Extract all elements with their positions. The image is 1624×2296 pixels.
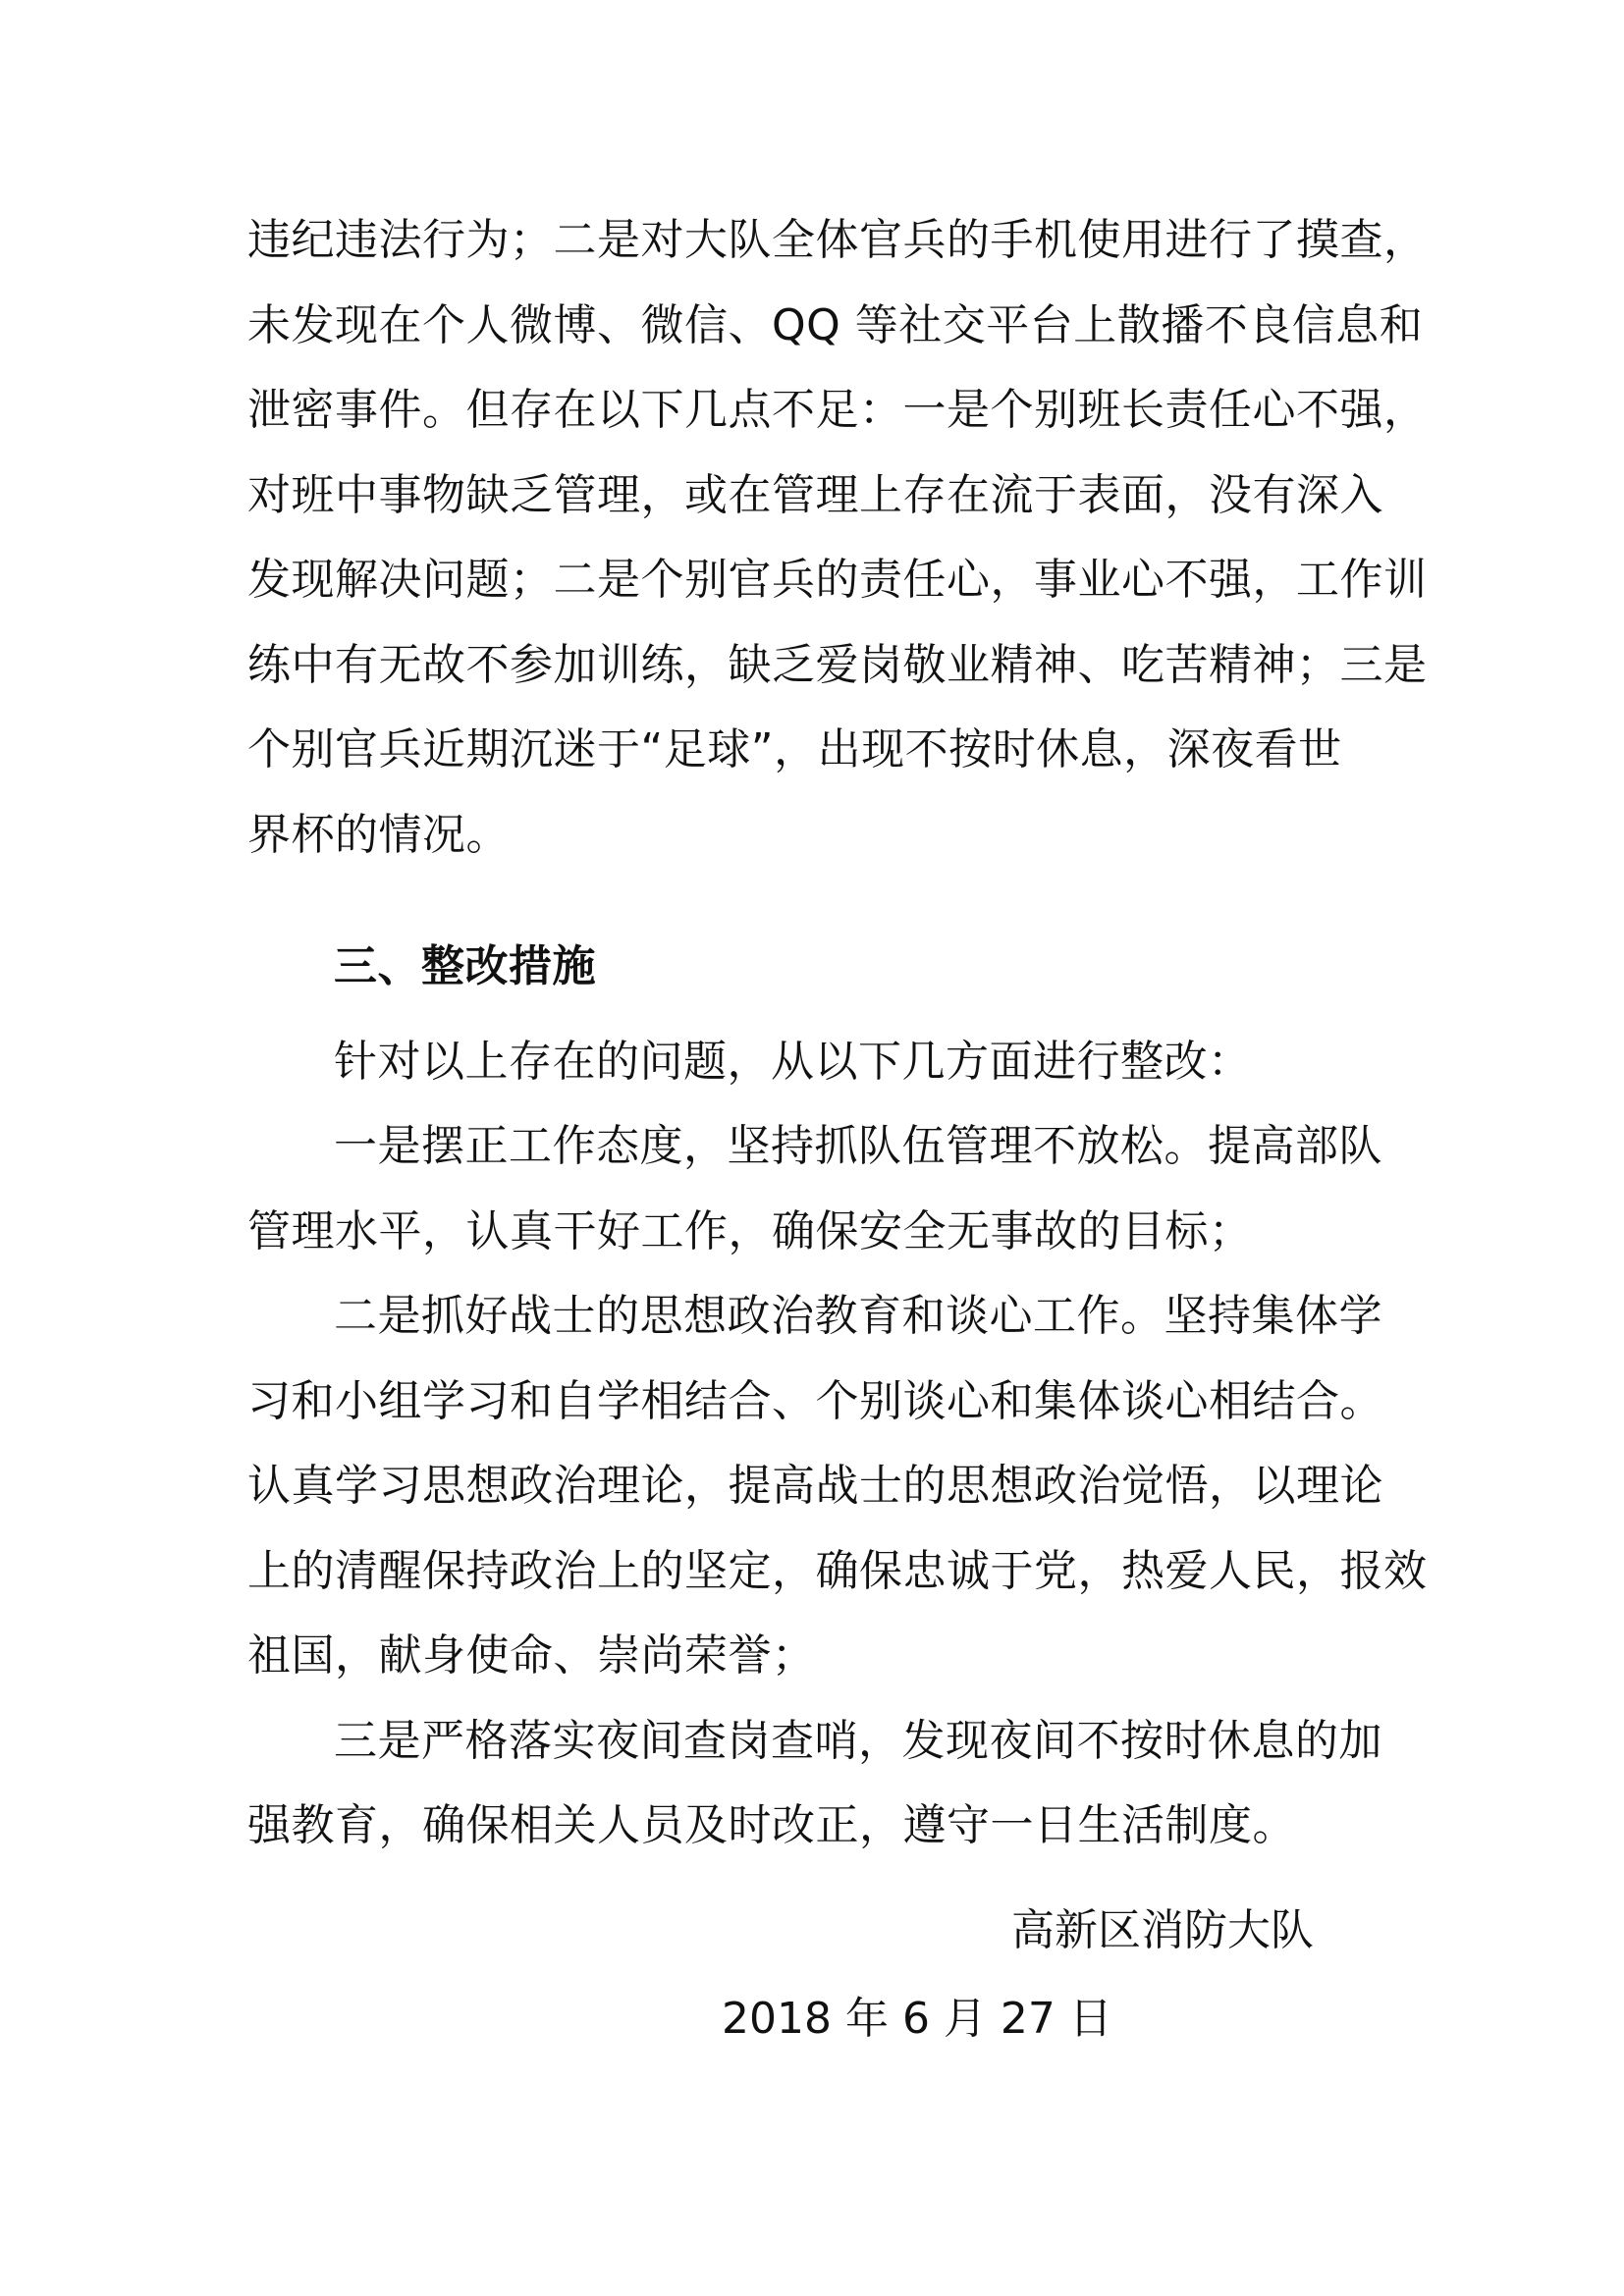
- section-intro: 针对以上存在的问题，从以下几方面进行整改：: [334, 1036, 1252, 1087]
- item-2-line: 祖国，献身使命、崇尚荣誉；: [247, 1630, 816, 1681]
- item-2-line: 上的清醒保持政治上的坚定，确保忠诚于党，热爱人民，报效: [247, 1545, 1428, 1596]
- text-line: 发现解决问题；二是个别官兵的责任心，事业心不强，工作训: [247, 555, 1428, 605]
- paragraph-violations: [247, 198, 1428, 878]
- text-line: 界杯的情况。: [247, 809, 510, 860]
- item-1-line: 管理水平，认真干好工作，确保安全无事故的目标；: [247, 1205, 1253, 1256]
- text-line: 未发现在个人微博、微信、QQ 等社交平台上散播不良信息和: [247, 299, 1424, 350]
- item-2-line: 二是抓好战士的思想政治教育和谈心工作。坚持集体学: [334, 1291, 1382, 1341]
- text-line: 个别官兵近期沉迷于“足球”，出现不按时休息，深夜看世: [247, 724, 1342, 774]
- item-1-line: 一是摆正工作态度，坚持抓队伍管理不放松。提高部队: [334, 1121, 1382, 1171]
- text-line: 违纪违法行为；二是对大队全体官兵的手机使用进行了摸查，: [247, 215, 1428, 265]
- item-2-line: 习和小组学习和自学相结合、个别谈心和集体谈心相结合。: [247, 1375, 1383, 1426]
- text-line: 泄密事件。但存在以下几点不足：一是个别班长责任心不强，: [247, 385, 1428, 435]
- item-3-line: 强教育，确保相关人员及时改正，遵守一日生活制度。: [247, 1800, 1296, 1850]
- text-line: 练中有无故不参加训练，缺乏爱岗敬业精神、吃苦精神；三是: [247, 639, 1428, 690]
- signature-org: 高新区消防大队: [1011, 1905, 1314, 1955]
- section-heading: 三、整改措施: [334, 941, 596, 991]
- item-2-line: 认真学习思想政治理论，提高战士的思想政治觉悟，以理论: [247, 1461, 1383, 1511]
- signature-date: 2018 年 6 月 27 日: [722, 1994, 1112, 2044]
- item-3-line: 三是严格落实夜间查岗查哨，发现夜间不按时休息的加: [334, 1715, 1382, 1766]
- section-rectification: [247, 925, 1428, 1869]
- text-line: 对班中事物缺乏管理，或在管理上存在流于表面，没有深入: [247, 469, 1383, 520]
